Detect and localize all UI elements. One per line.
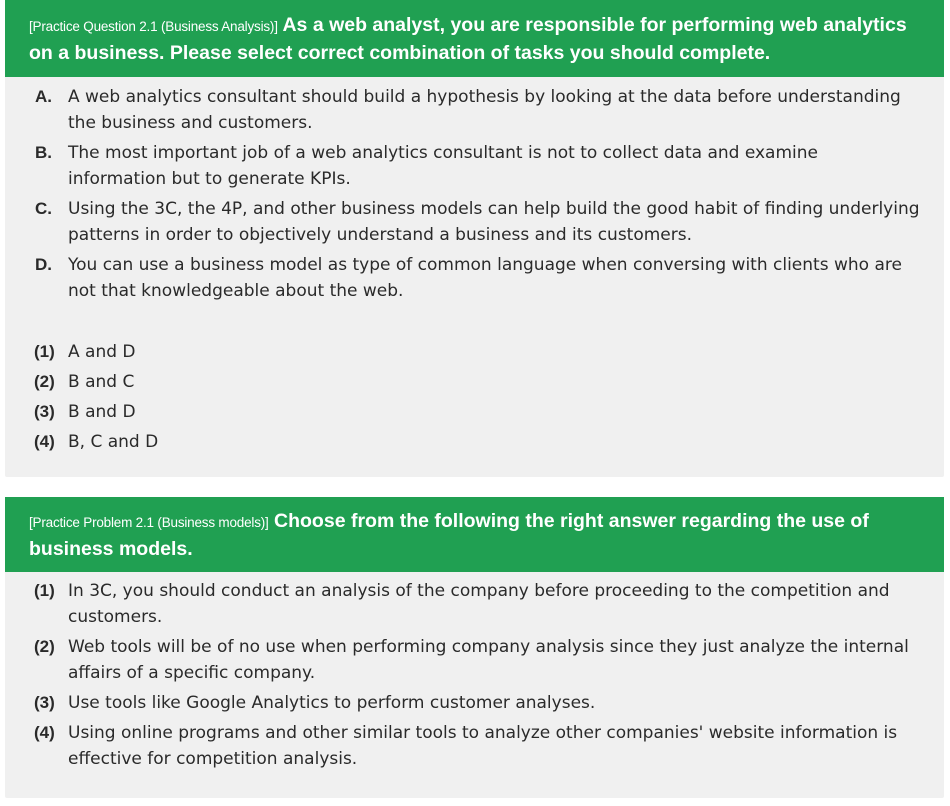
answer-option[interactable] bbox=[5, 720, 944, 772]
option-text: B, C and D bbox=[68, 432, 159, 452]
statement-marker: C. bbox=[35, 199, 52, 218]
answer-option[interactable] bbox=[5, 578, 944, 630]
question-prompt: As a web analyst, you are responsible for performing web analytics on a business. Please select correct combination of tasks you should complete. bbox=[29, 14, 907, 64]
problem-tag: [Practice Problem 2.1 (Business models)] bbox=[29, 515, 269, 530]
statement-text: You can use a business model as type of common language when conversing with clients who are not that knowledgeable about the web. bbox=[68, 255, 902, 301]
option-marker: (1) bbox=[34, 342, 55, 361]
answer-option[interactable] bbox=[5, 399, 944, 425]
statement-marker: D. bbox=[35, 255, 52, 274]
statement-text: A web analytics consultant should build a hypothesis by looking at the data before understanding the business and customers. bbox=[68, 87, 901, 133]
answer-option[interactable] bbox=[5, 339, 944, 365]
option-marker: (1) bbox=[34, 581, 55, 600]
problem-header bbox=[5, 497, 944, 572]
statement-text: Using the 3C, the 4P, and other business models can help build the good habit of finding underlying patterns in order to objectively understand a business and its customers. bbox=[68, 199, 920, 245]
statement-text: The most important job of a web analytics consultant is not to collect data and examine information but to generate KPIs. bbox=[68, 143, 818, 189]
option-text: B and D bbox=[68, 402, 136, 422]
question-tag: [Practice Question 2.1 (Business Analysis)] bbox=[29, 19, 278, 34]
practice-question-card bbox=[5, 0, 944, 477]
statement-marker: A. bbox=[35, 87, 52, 106]
statement-item bbox=[5, 196, 944, 248]
option-text: Use tools like Google Analytics to perform customer analyses. bbox=[68, 693, 596, 713]
question-header bbox=[5, 0, 944, 77]
statement-item bbox=[5, 252, 944, 304]
answer-option[interactable] bbox=[5, 429, 944, 455]
option-text: Web tools will be of no use when performing company analysis since they just analyze the internal affairs of a specific company. bbox=[68, 637, 909, 683]
statement-list bbox=[5, 77, 944, 304]
answer-option[interactable] bbox=[5, 634, 944, 686]
statement-item bbox=[5, 140, 944, 192]
answer-option[interactable] bbox=[5, 369, 944, 395]
problem-prompt: Choose from the following the right answer regarding the use of business models. bbox=[29, 510, 869, 560]
option-text: Using online programs and other similar tools to analyze other companies' website information is effective for competition analysis. bbox=[68, 723, 898, 769]
option-text: A and D bbox=[68, 342, 136, 362]
statement-item bbox=[5, 84, 944, 136]
practice-problem-card bbox=[5, 497, 944, 798]
statement-marker: B. bbox=[35, 143, 52, 162]
option-marker: (3) bbox=[34, 402, 55, 421]
option-marker: (2) bbox=[34, 372, 55, 391]
option-text: B and C bbox=[68, 372, 135, 392]
option-marker: (4) bbox=[34, 723, 55, 742]
option-marker: (3) bbox=[34, 693, 55, 712]
option-text: In 3C, you should conduct an analysis of the company before proceeding to the competition and customers. bbox=[68, 581, 890, 627]
answer-option-list bbox=[5, 572, 944, 772]
answer-option-list bbox=[5, 308, 944, 455]
option-marker: (2) bbox=[34, 637, 55, 656]
option-marker: (4) bbox=[34, 432, 55, 451]
answer-option[interactable] bbox=[5, 690, 944, 716]
